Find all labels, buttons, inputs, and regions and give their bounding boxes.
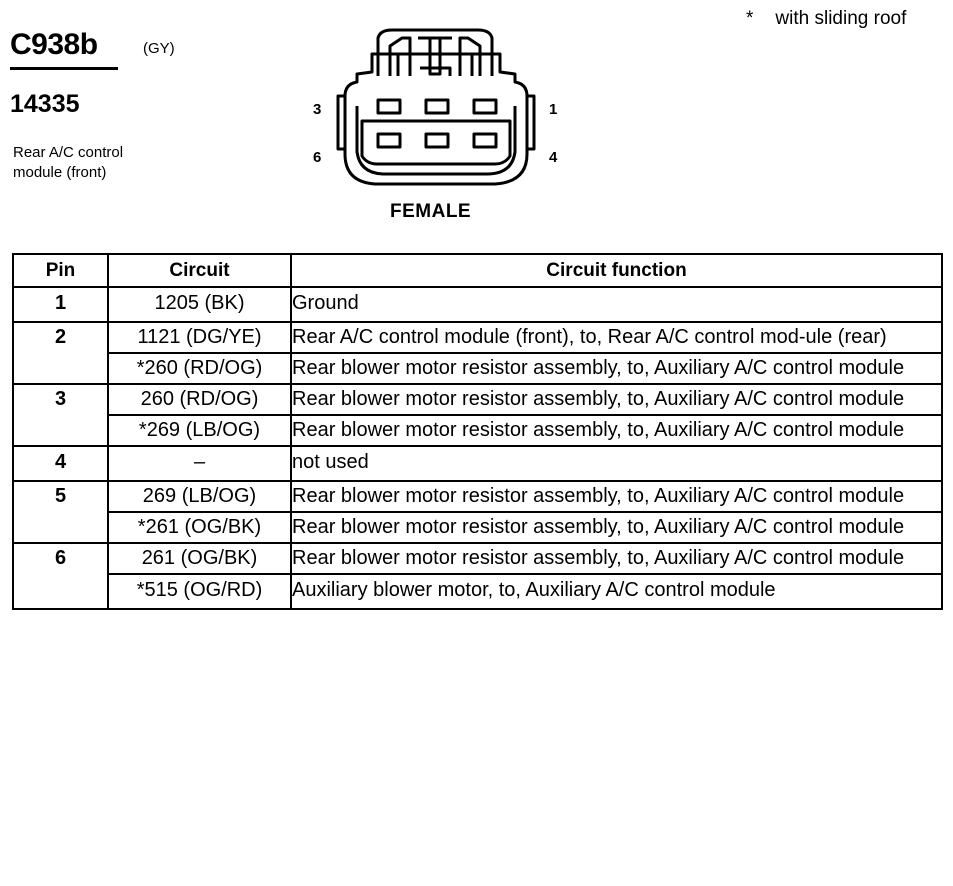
circuit-cell: 260 (RD/OG): [108, 384, 291, 415]
header-function: Circuit function: [291, 254, 942, 287]
table-row: [13, 322, 942, 353]
function-cell: Rear blower motor resistor assembly, to, Auxiliary A/C control module: [291, 384, 942, 415]
table-row: [13, 415, 942, 446]
pin-label-1: 1: [549, 101, 558, 118]
connector-gender: FEMALE: [390, 201, 472, 222]
pinout-table: [12, 253, 943, 610]
connector-id-underline: [10, 67, 118, 70]
footnote-marker: *: [746, 8, 754, 29]
pin-cell: 6: [13, 543, 108, 609]
table-row: [13, 353, 942, 384]
connector-color-code: (GY): [143, 40, 175, 57]
circuit-cell: *269 (LB/OG): [108, 415, 291, 446]
header-circuit: Circuit: [108, 254, 291, 287]
function-cell: Rear blower motor resistor assembly, to, Auxiliary A/C control module: [291, 415, 942, 446]
pin-cell: 4: [13, 446, 108, 481]
footnote: [746, 8, 906, 30]
table-row: [13, 574, 942, 609]
connector-description: Rear A/C control module (front): [13, 144, 124, 181]
function-cell: not used: [291, 446, 942, 481]
part-number: 14335: [10, 90, 80, 118]
table-row: [13, 287, 942, 322]
pin-cell: 3: [13, 384, 108, 446]
circuit-cell: *260 (RD/OG): [108, 353, 291, 384]
circuit-cell: 261 (OG/BK): [108, 543, 291, 574]
table-row: [13, 481, 942, 512]
footnote-text: with sliding roof: [775, 8, 907, 29]
pin-cell: 1: [13, 287, 108, 322]
table-row: [13, 446, 942, 481]
circuit-cell: 269 (LB/OG): [108, 481, 291, 512]
connector-drawing: [300, 24, 570, 199]
pin-cell: 5: [13, 481, 108, 543]
circuit-cell: 1121 (DG/YE): [108, 322, 291, 353]
pin-label-4: 4: [549, 149, 558, 166]
function-cell: Rear blower motor resistor assembly, to, Auxiliary A/C control module: [291, 543, 942, 574]
pin-label-3: 3: [313, 101, 322, 118]
function-cell: Rear blower motor resistor assembly, to, Auxiliary A/C control module: [291, 512, 942, 543]
header-pin: Pin: [13, 254, 108, 287]
circuit-cell: *261 (OG/BK): [108, 512, 291, 543]
connector-face-diagram: [300, 24, 570, 199]
function-cell: Rear blower motor resistor assembly, to, Auxiliary A/C control module: [291, 353, 942, 384]
pin-label-6: 6: [313, 149, 322, 166]
circuit-cell: 1205 (BK): [108, 287, 291, 322]
function-cell: Auxiliary blower motor, to, Auxiliary A/C control module: [291, 574, 942, 609]
table-row: [13, 512, 942, 543]
function-cell: Rear A/C control module (front), to, Rear A/C control mod-ule (rear): [291, 322, 942, 353]
pin-cell: 2: [13, 322, 108, 384]
function-cell: Ground: [291, 287, 942, 322]
table-row: [13, 384, 942, 415]
function-cell: Rear blower motor resistor assembly, to, Auxiliary A/C control module: [291, 481, 942, 512]
circuit-cell: *515 (OG/RD): [108, 574, 291, 609]
connector-id: C938b: [10, 28, 98, 61]
table-header-row: [13, 254, 942, 287]
circuit-cell: –: [108, 446, 291, 481]
table-row: [13, 543, 942, 574]
